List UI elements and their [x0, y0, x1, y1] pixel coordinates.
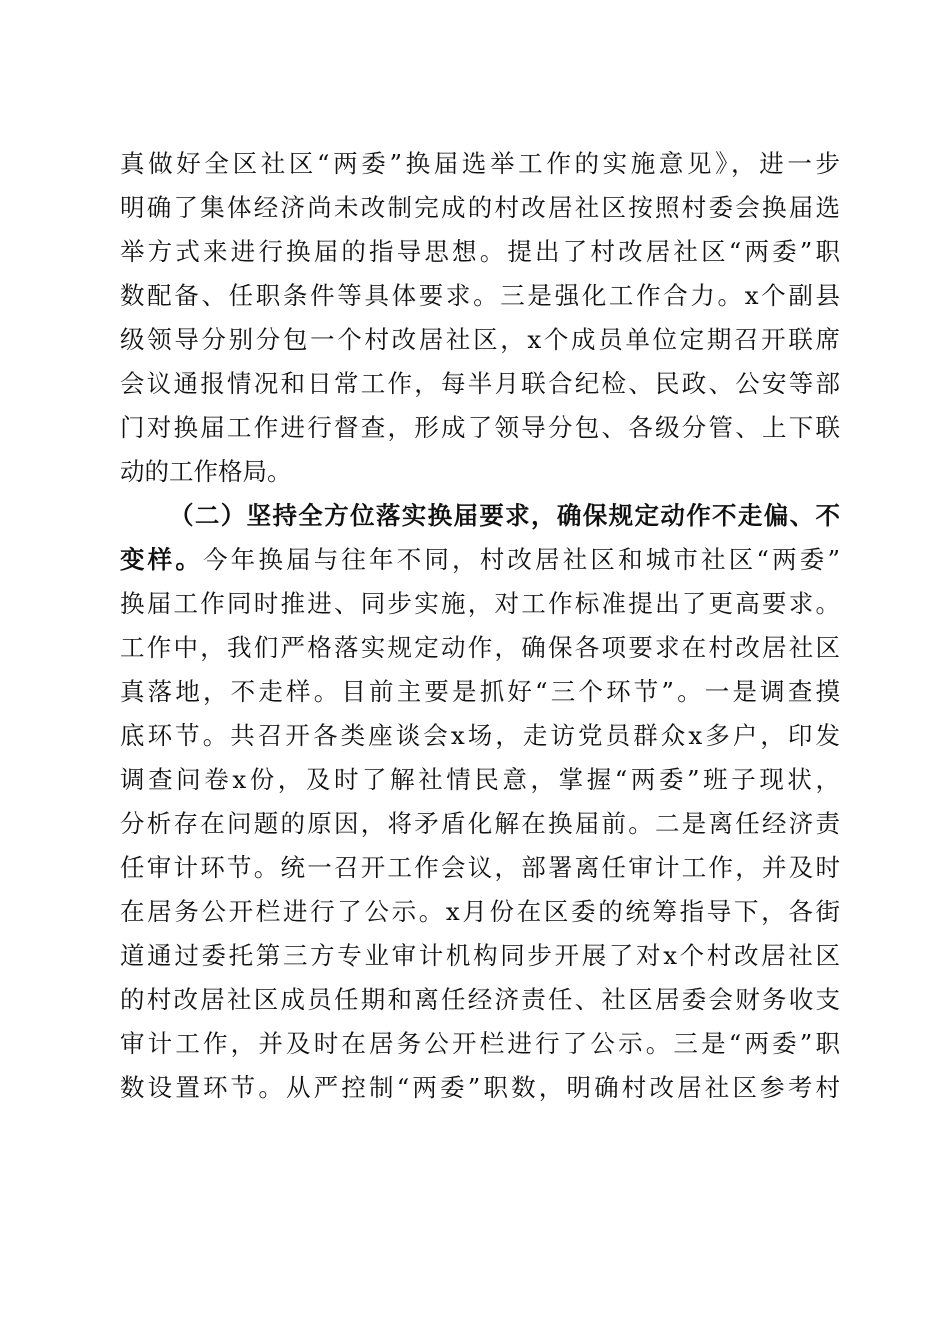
section-heading-line: （二）坚持全方位落实换届要求，确保规定动作不走偏、不 — [169, 501, 840, 530]
text-line: 审计工作，并及时在居务公开栏进行了公示。三是“两委”职 — [120, 1029, 840, 1058]
text-line: 的村改居社区成员任期和离任经济责任、社区居委会财务收支 — [120, 985, 840, 1014]
text-line: 工作中，我们严格落实规定动作，确保各项要求在村改居社区 — [120, 633, 840, 662]
text-line: 分析存在问题的原因，将矛盾化解在换届前。二是离任经济责 — [120, 809, 840, 838]
section-heading-tail: 变样。 — [120, 545, 204, 574]
text-line-mixed — [120, 538, 840, 582]
text-line: 级领导分别分包一个村改居社区，x个成员单位定期召开联席 — [120, 325, 840, 354]
paragraph-2 — [120, 494, 840, 1110]
text-line: 换届工作同时推进、同步实施，对工作标准提出了更高要求。 — [120, 589, 840, 618]
text-run: 今年换届与往年不同，村改居社区和城市社区“两委” — [203, 545, 840, 574]
text-line: 举方式来进行换届的指导思想。提出了村改居社区“两委”职 — [120, 237, 840, 266]
text-line: 底环节。共召开各类座谈会x场，走访党员群众x多户，印发 — [120, 721, 840, 750]
text-line: 数设置环节。从严控制“两委”职数，明确村改居社区参考村 — [120, 1073, 840, 1102]
document-body — [120, 142, 840, 1110]
text-line: 任审计环节。统一召开工作会议，部署离任审计工作，并及时 — [120, 853, 840, 882]
text-line: 真落地，不走样。目前主要是抓好“三个环节”。一是调查摸 — [120, 677, 840, 706]
text-line: 在居务公开栏进行了公示。x月份在区委的统筹指导下，各街 — [120, 897, 840, 926]
text-line: 真做好全区社区“两委”换届选举工作的实施意见》，进一步 — [120, 149, 840, 178]
text-line: 会议通报情况和日常工作，每半月联合纪检、民政、公安等部 — [120, 369, 840, 398]
text-line: 明确了集体经济尚未改制完成的村改居社区按照村委会换届选 — [120, 193, 840, 222]
text-line: 道通过委托第三方专业审计机构同步开展了对x个村改居社区 — [120, 941, 840, 970]
paragraph-1 — [120, 142, 840, 494]
text-line: 门对换届工作进行督查，形成了领导分包、各级分管、上下联 — [120, 413, 840, 442]
text-line: 动的工作格局。 — [120, 457, 292, 486]
text-line: 数配备、任职条件等具体要求。三是强化工作合力。x个副县 — [120, 281, 840, 310]
text-line: 调查问卷x份，及时了解社情民意，掌握“两委”班子现状， — [120, 765, 840, 794]
